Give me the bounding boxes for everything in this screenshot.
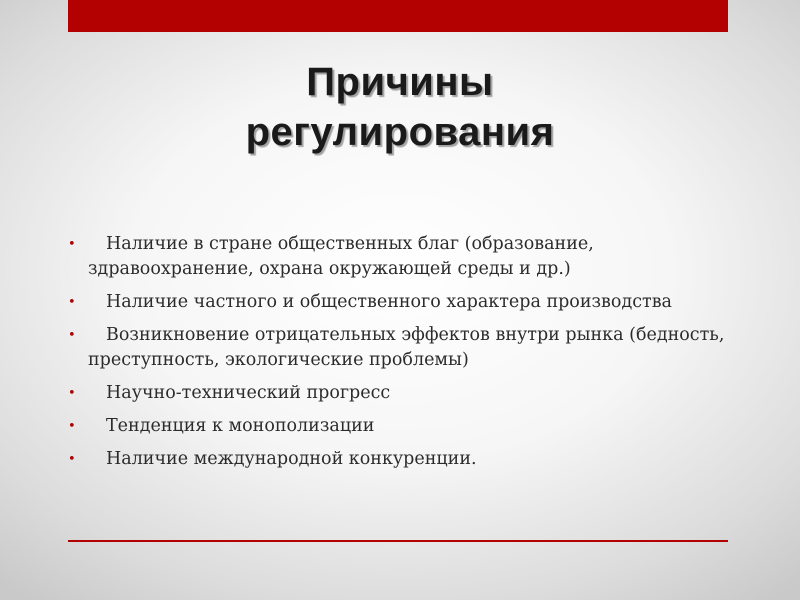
bullet-dot-icon: •	[68, 386, 76, 401]
bullet-text: Научно-технический прогресс	[106, 383, 391, 403]
bottom-divider	[68, 540, 728, 542]
bullet-item	[68, 414, 748, 439]
bullet-text: Возникновение отрицательных эффектов внутри рынка (бедность, преступность, экологические проблемы)	[88, 325, 725, 370]
bullet-text: Наличие частного и общественного характера производства	[106, 292, 672, 312]
bullet-text: Наличие международной конкуренции.	[106, 449, 477, 469]
bullet-dot-icon: •	[68, 328, 76, 343]
slide-title	[150, 57, 650, 157]
bullet-dot-icon: •	[68, 237, 76, 252]
bullet-text: Тенденция к монополизации	[106, 416, 375, 436]
bullet-list	[68, 232, 748, 480]
slide-title-line-2: регулирования	[245, 110, 555, 154]
bullet-dot-icon: •	[68, 295, 76, 310]
top-accent-bar	[68, 0, 728, 32]
bullet-item	[68, 323, 748, 373]
bullet-item	[68, 290, 748, 315]
bullet-dot-icon: •	[68, 419, 76, 434]
bullet-item	[68, 381, 748, 406]
bullet-dot-icon: •	[68, 452, 76, 467]
bullet-text: Наличие в стране общественных благ (образование, здравоохранение, охрана окружающей среды и др.)	[88, 234, 594, 279]
slide-title-line-1: Причины	[306, 60, 494, 104]
bullet-item	[68, 232, 748, 282]
bullet-item	[68, 447, 748, 472]
